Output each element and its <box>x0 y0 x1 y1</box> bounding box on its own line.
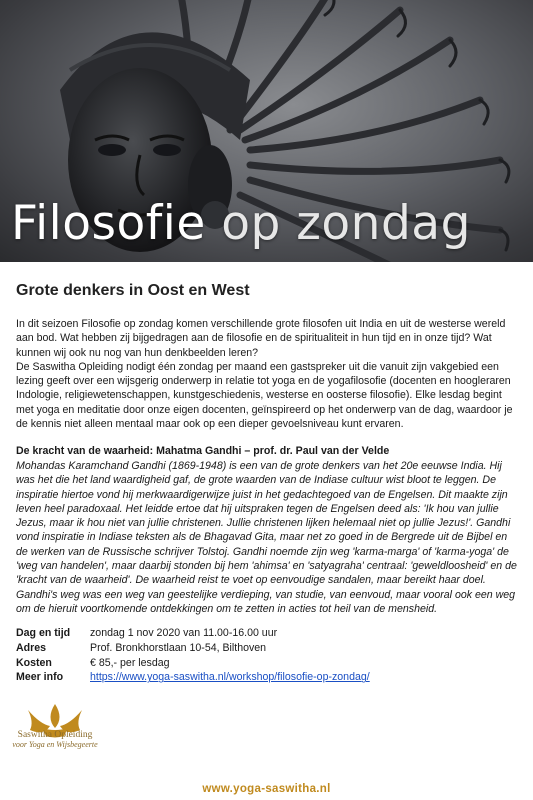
hero-title <box>11 196 471 251</box>
hero-image <box>0 0 533 262</box>
event-info <box>16 626 521 685</box>
address-label: Adres <box>16 641 47 654</box>
lecture-heading: De kracht van de waarheid: Mahatma Gandhi – prof. dr. Paul van der Velde <box>16 445 390 457</box>
more-info-label: Meer info <box>16 671 64 684</box>
intro-section <box>16 317 521 431</box>
date-label: Dag en tijd <box>16 627 71 639</box>
logo-line-2: voor Yoga en Wijsbegeerte <box>12 740 98 749</box>
intro-paragraph-2: De Saswitha Opleiding nodigt één zondag per maand een gastspreker uit die vanuit zijn vakgebied een lezing geeft over een wijsgerig onderwerp in relatie tot yoga en de yogafilosofie (docenten en hoogleraren Indologie, religiewetenschappen, kunstgeschiedenis, westerse en oosterse filosofie). Elke lesdag begint met yoga en meditatie door onze eigen docenten, geïnspireerd op het onderwerp van de dag, waardoor je de kennis niet alleen mentaal maar ook op een dieper gevoelsniveau kunt ervaren. <box>16 360 513 431</box>
footer-website[interactable]: www.yoga-saswitha.nl <box>202 783 331 795</box>
hero-title-word2: op zondag <box>221 196 471 251</box>
info-row-more <box>16 670 521 685</box>
hero-title-word1: Filosofie <box>11 196 206 251</box>
more-info-link[interactable]: https://www.yoga-saswitha.nl/workshop/filosofie-op-zondag/ <box>90 671 370 684</box>
date-value: zondag 1 nov 2020 van 11.00-16.00 uur <box>90 627 278 639</box>
cost-value: € 85,- per lesdag <box>90 656 170 669</box>
info-row-cost <box>16 656 521 671</box>
info-row-date <box>16 626 521 641</box>
info-row-address <box>16 641 521 656</box>
logo-line-1: Saswitha Opleiding <box>17 730 93 740</box>
lecture-description: Mohandas Karamchand Gandhi (1869-1948) is een van de grote denkers van het 20e eeuwse India. Hij was het die het land waardigheid gaf, de grote waarden van de Indiase cultuur wist bloot te leggen. De inspiratie hiertoe vond hij merkwaardigerwijze juist in het gedachtegoed van de Engelsen. Dit maakte zijn leven heel paradoxaal. Het leidde ertoe dat hij uitspraken tegen de Engelsen deed als: 'Ik hou van jullie Jezus, maar ik hou niet van jullie christenen. Jullie christenen lijken helemaal niet op jullie Jezus!'. Gandhi vond inspiratie in Indiase teksten als de Bhagavad Gita, maar net zo goed in de Bergrede uit de Bijbel en de werken van de Russische schrijver Tolstoj. Gandhi noemde zijn weg 'karma-marga' of 'karma-yoga' de 'weg van handelen', maar daarbij stonden bij hem 'ahimsa' en 'satyagraha' centraal: 'geweldloosheid' en de 'kracht van de waarheid'. De waarheid reist te voet op eenvoudige sandalen, maar bereikt haar doel. Gandhi's weg was een weg van geestelijke verdieping, van studie, van eenvoud, maar vooral ook een weg om de hieruit voortkomende ontdekkingen om te zetten in acties tot heil van de mensheid. <box>16 460 517 615</box>
logo-text <box>4 730 106 749</box>
cost-label: Kosten <box>16 656 52 669</box>
main-heading-container <box>16 282 521 300</box>
page-title: Grote denkers in Oost en West <box>16 282 250 299</box>
address-value: Prof. Bronkhorstlaan 10-54, Bilthoven <box>90 641 267 654</box>
intro-paragraph-1: In dit seizoen Filosofie op zondag komen verschillende grote filosofen uit India en uit de westerse wereld aan bod. Wat hebben zij bijgedragen aan de filosofie en de spiritualiteit in hun tijd en in onze tijd? Wat kunnen wij ook nu nog van hun denkbeelden leren? <box>16 318 506 359</box>
